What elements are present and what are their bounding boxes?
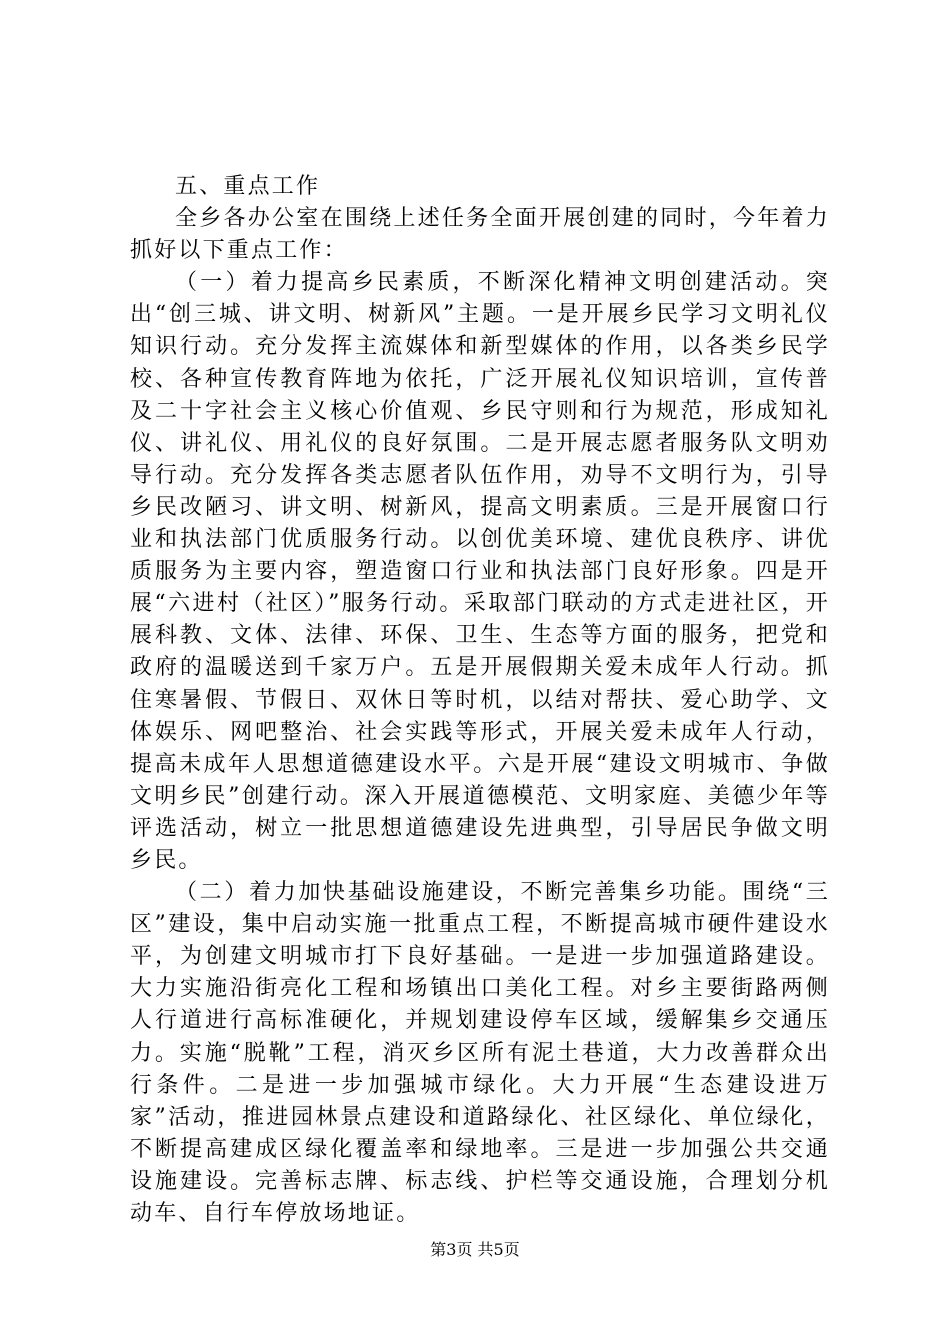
page-footer: 第3页 共5页	[430, 1240, 520, 1259]
paragraph-item-1: （一）着力提高乡民素质，不断深化精神文明创建活动。突出“创三城、讲文明、树新风”主题。一是开展乡民学习文明礼仪知识行动。充分发挥主流媒体和新型媒体的作用，以各类乡民学校、各种宣传教育阵地为依托，广泛开展礼仪知识培训，宣传普及二十字社会主义核心价值观、乡民守则和行为规范，形成知礼仪、讲礼仪、用礼仪的良好氛围。二是开展志愿者服务队文明劝导行动。充分发挥各类志愿者队伍作用，劝导不文明行为，引导乡民改陋习、讲文明、树新风，提高文明素质。三是开展窗口行业和执法部门优质服务行动。以创优美环境、建优良秩序、讲优质服务为主要内容，塑造窗口行业和执法部门良好形象。四是开展“六进村（社区）”服务行动。采取部门联动的方式走进社区，开展科教、文体、法律、环保、卫生、生态等方面的服务，把党和政府的温暖送到千家万户。五是开展假期关爱未成年人行动。抓住寒暑假、节假日、双休日等时机，以结对帮扶、爱心助学、文体娱乐、网吧整治、社会实践等形式，开展关爱未成年人行动，提高未成年人思想道德建设水平。六是开展“建设文明城市、争做文明乡民”创建行动。深入开展道德模范、文明家庭、美德少年等评选活动，树立一批思想道德建设先进典型，引导居民争做文明乡民。	[130, 270, 830, 873]
section-heading: 五、重点工作	[175, 174, 321, 199]
intro-paragraph: 全乡各办公室在围绕上述任务全面开展创建的同时，今年着力抓好以下重点工作：	[130, 206, 830, 264]
document-body	[130, 171, 830, 1230]
paragraph-item-2: （二）着力加快基础设施建设，不断完善集乡功能。围绕“三区”建设，集中启动实施一批重点工程，不断提高城市硬件建设水平，为创建文明城市打下良好基础。一是进一步加强道路建设。大力实施沿街亮化工程和场镇出口美化工程。对乡主要街路两侧人行道进行高标准硬化，并规划建设停车区域，缓解集乡交通压力。实施“脱靴”工程，消灭乡区所有泥土巷道，大力改善群众出行条件。二是进一步加强城市绿化。大力开展“生态建设进万家”活动，推进园林景点建设和道路绿化、社区绿化、单位绿化，不断提高建成区绿化覆盖率和绿地率。三是进一步加强公共交通设施建设。完善标志牌、标志线、护栏等交通设施，合理划分机动车、自行车停放场地证。	[130, 880, 830, 1226]
